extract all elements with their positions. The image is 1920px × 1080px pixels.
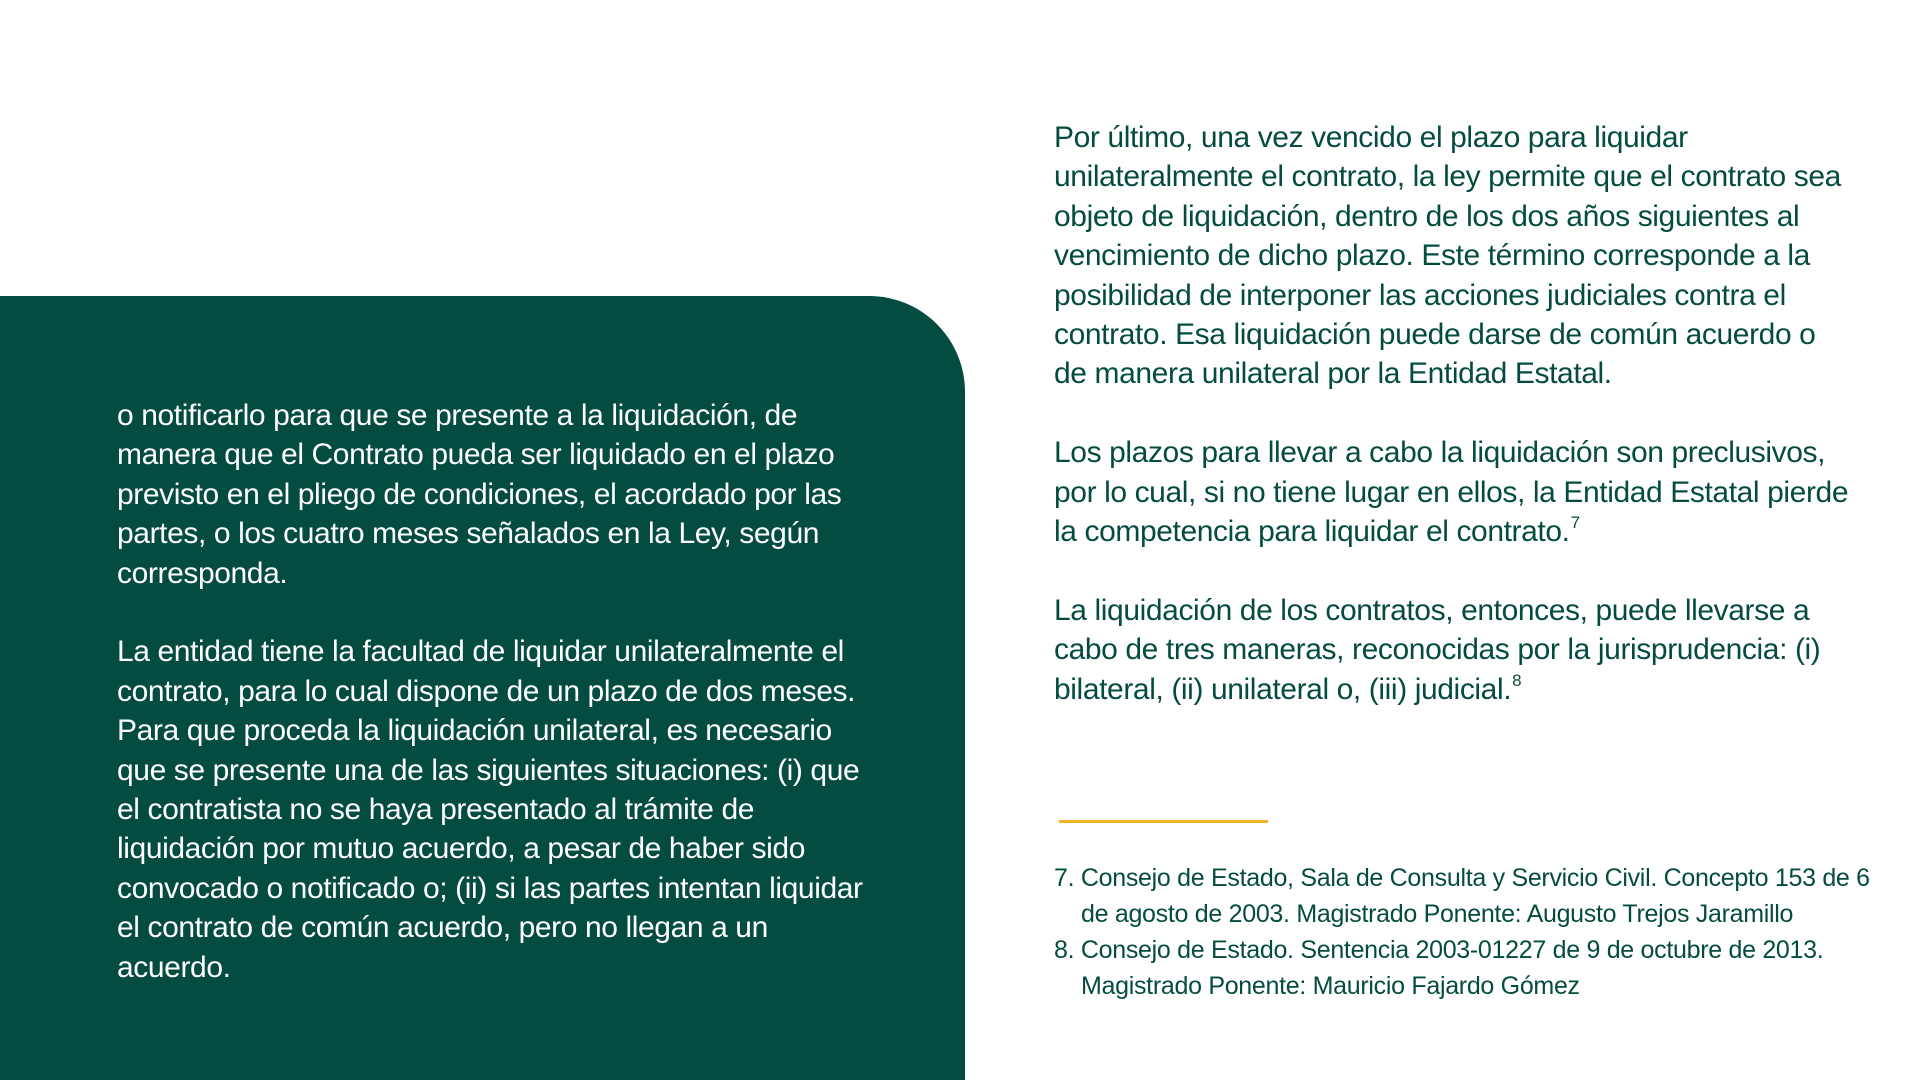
right-paragraph-3 bbox=[1054, 591, 1854, 709]
footnote-8: 8. Consejo de Estado. Sentencia 2003-01227 de 9 de octubre de 2013. Magistrado Ponente: Mauricio Fajardo Gómez bbox=[1054, 936, 1824, 1000]
right-paragraph-2-text: Los plazos para llevar a cabo la liquidación son preclusivos, por lo cual, si no tiene lugar en ellos, la Entidad Estatal pierde la competencia para liquidar el contrato. bbox=[1054, 436, 1849, 549]
footnote-ref-7: 7 bbox=[1570, 513, 1580, 533]
right-paragraph-1: Por último, una vez vencido el plazo para liquidar unilateralmente el contrato, la ley permite que el contrato sea objeto de liquidación, dentro de los dos años siguientes al vencimiento de dicho plazo. Este término corresponde a la posibilidad de interponer las acciones judiciales contra el contrato. Esa liquidación puede darse de común acuerdo o de manera unilateral por la Entidad Estatal. bbox=[1054, 121, 1841, 391]
right-paragraph-3-text: La liquidación de los contratos, entonces, puede llevarse a cabo de tres maneras, reconocidas por la jurisprudencia: (i) bilateral, (ii) unilateral o, (iii) judicial. bbox=[1054, 593, 1821, 706]
footnote-7: 7. Consejo de Estado, Sala de Consulta y Servicio Civil. Concepto 153 de 6 de agosto de 2003. Magistrado Ponente: Augusto Trejos Jaramillo bbox=[1054, 864, 1870, 928]
footnotes-section bbox=[1054, 860, 1874, 1004]
right-column-text bbox=[1054, 118, 1854, 709]
right-paragraph-2 bbox=[1054, 433, 1854, 551]
left-paragraph-1: o notificarlo para que se presente a la liquidación, de manera que el Contrato pueda ser liquidado en el plazo previsto en el pliego de condiciones, el acordado por las partes, o los cuatro meses señalados en la Ley, según corresponda. bbox=[117, 399, 842, 590]
left-column-text bbox=[117, 396, 877, 987]
footnote-divider bbox=[1059, 820, 1268, 823]
left-paragraph-2: La entidad tiene la facultad de liquidar unilateralmente el contrato, para lo cual dispone de un plazo de dos meses. Para que proceda la liquidación unilateral, es necesario que se presente una de las siguientes situaciones: (i) que el contratista no se haya presentado al trámite de liquidación por mutuo acuerdo, a pesar de haber sido convocado o notificado o; (ii) si las partes intentan liquidar el contrato de común acuerdo, pero no llegan a un acuerdo. bbox=[117, 635, 863, 984]
footnote-ref-8: 8 bbox=[1512, 670, 1522, 690]
